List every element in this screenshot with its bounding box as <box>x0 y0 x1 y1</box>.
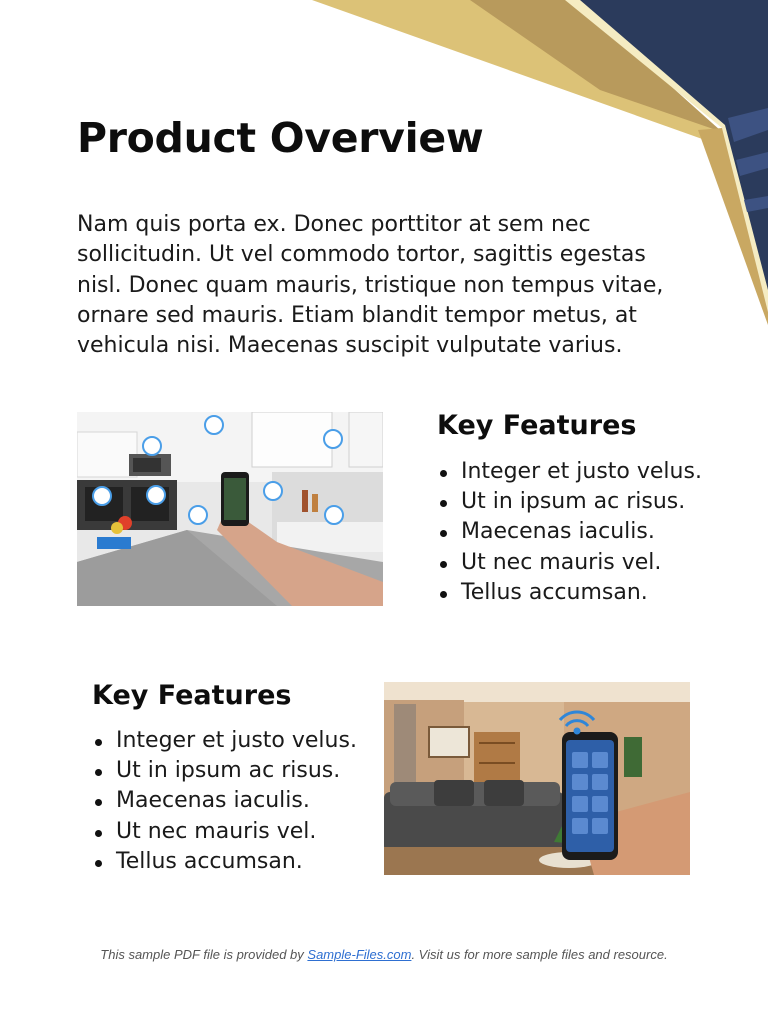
page-title: Product Overview <box>77 114 484 162</box>
list-item: Maecenas iaculis. <box>92 786 357 816</box>
list-item: Maecenas iaculis. <box>437 517 702 547</box>
footer-suffix: . Visit us for more sample files and resource. <box>411 947 668 962</box>
list-item: Tellus accumsan. <box>437 578 702 608</box>
sample-files-link[interactable]: Sample-Files.com <box>307 947 412 962</box>
key-features-list-2 <box>92 726 357 877</box>
list-item: Ut nec mauris vel. <box>92 817 357 847</box>
key-features-heading-2: Key Features <box>92 680 292 711</box>
list-item: Ut in ipsum ac risus. <box>437 487 702 517</box>
list-item: Ut nec mauris vel. <box>437 548 702 578</box>
kitchen-smart-home-image <box>77 412 383 606</box>
footer-note <box>0 947 768 962</box>
list-item: Ut in ipsum ac risus. <box>92 756 357 786</box>
footer-prefix: This sample PDF file is provided by <box>100 947 308 962</box>
key-features-heading: Key Features <box>437 410 637 441</box>
key-features-list <box>437 457 702 608</box>
living-room-smart-home-image <box>384 682 690 875</box>
list-item: Integer et justo velus. <box>92 726 357 756</box>
list-item: Integer et justo velus. <box>437 457 702 487</box>
intro-paragraph: Nam quis porta ex. Donec porttitor at sem nec sollicitudin. Ut vel commodo tortor, sagittis egestas nisl. Donec quam mauris, tristique non tempus vitae, ornare sed mauris. Etiam blandit tempor metus, at vehicula nisi. Maecenas suscipit vulputate varius. <box>77 212 664 359</box>
list-item: Tellus accumsan. <box>92 847 357 877</box>
